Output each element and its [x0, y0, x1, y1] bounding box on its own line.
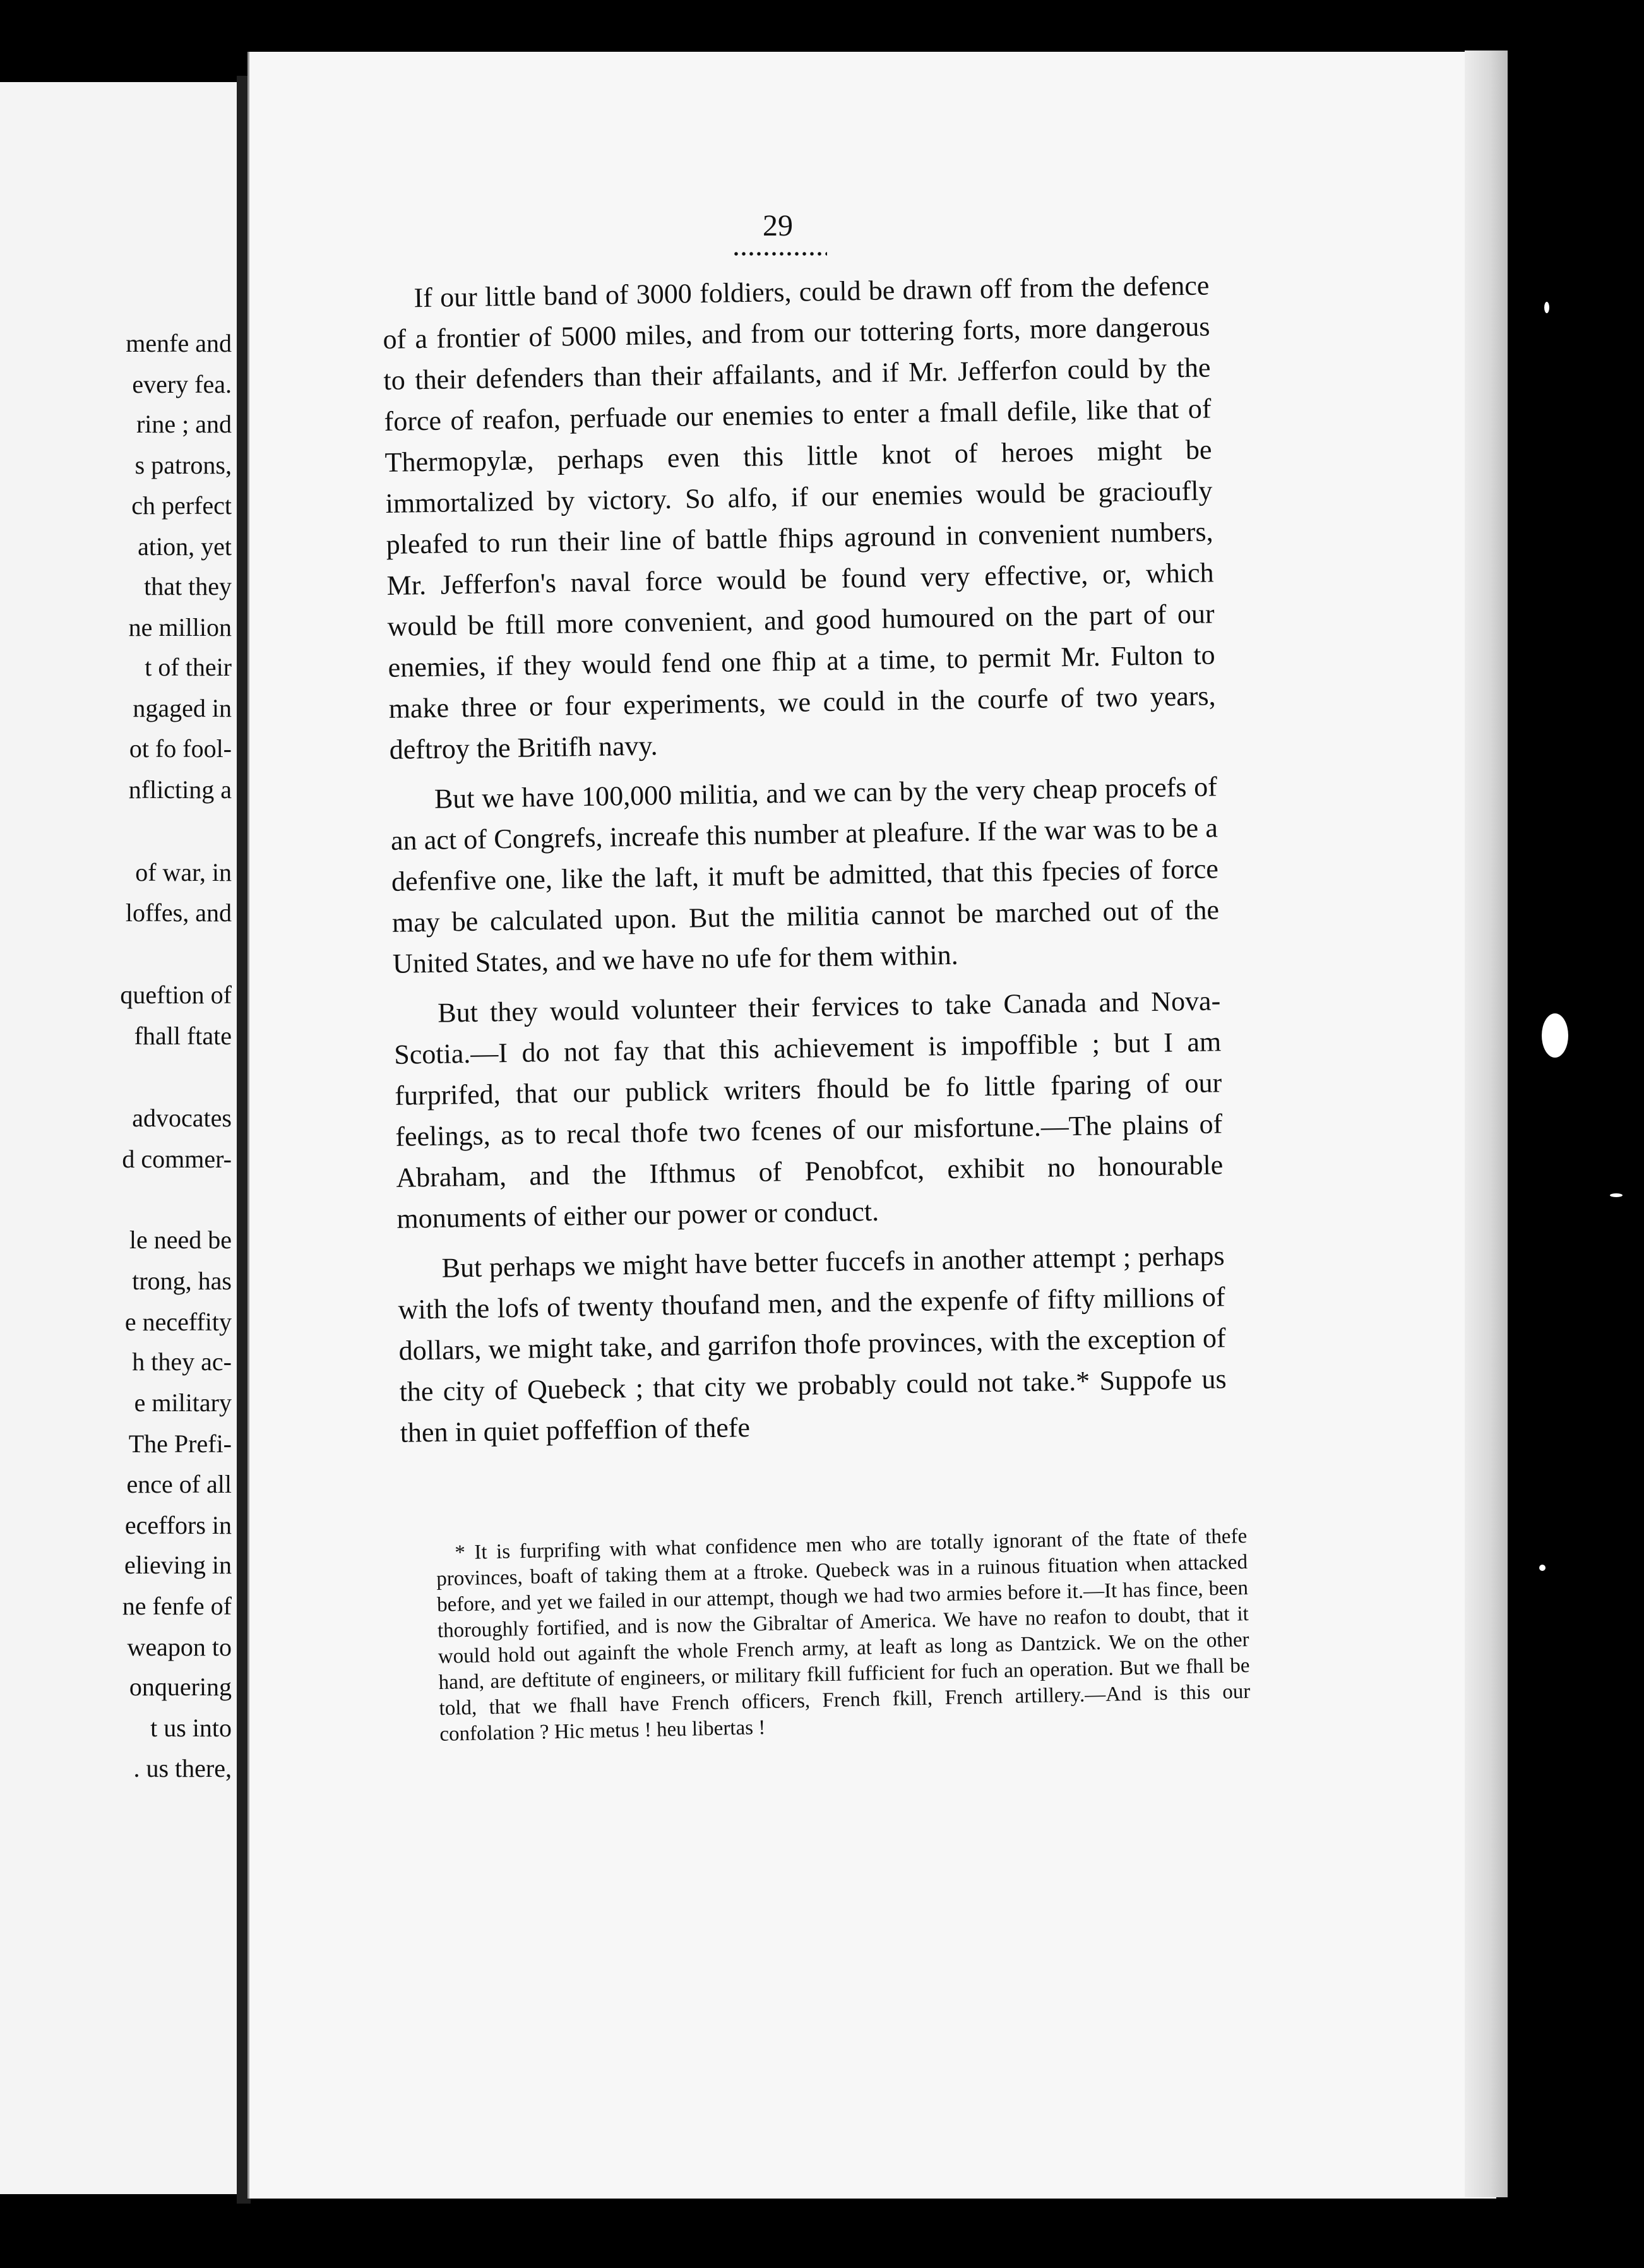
facing-page-line: rine ; and	[136, 410, 232, 438]
page-edge	[1465, 51, 1508, 2197]
facing-page-line: e military	[134, 1388, 232, 1417]
facing-page-line: advocates	[132, 1104, 232, 1132]
facing-page-line: e neceffity	[124, 1308, 232, 1336]
facing-page-line: menfe and	[126, 329, 232, 357]
facing-page-line: t of their	[145, 653, 232, 681]
facing-page-line: of war, in	[135, 858, 232, 886]
paragraph-2: But we have 100,000 militia, and we can by the very cheap procefs of an act of Congrefs, increafe this number at pleafure. If the war was to be a defenfive one, like the laft, it muft be admitted, that this fpecies of force may be calculated upon. But the militia cannot be marched out of the United States, and we have no ufe for them within.	[390, 771, 1220, 979]
facing-page-line: every fea.	[132, 370, 232, 398]
facing-page-line: that they	[144, 572, 232, 600]
facing-page-line: ngaged in	[133, 694, 232, 722]
paragraph-3: But they would volunteer their fervices to take Canada and Nova-Scotia.—I do not fay that this achievement is impoffible ; but I am furprifed, that our publick writers fhould be fo little fparing of our feelings, as to recal thofe two fcenes of our misfortune.—The plains of Abraham, and the Ifthmus of Penobfcot, exhibit no honourable monuments of either our power or conduct.	[393, 985, 1224, 1234]
scan-speck	[1542, 1013, 1568, 1058]
body-text	[382, 265, 1227, 1462]
facing-page-line: ne million	[128, 613, 232, 642]
dotted-ornament	[732, 251, 827, 256]
facing-page	[0, 82, 239, 2194]
facing-page-line: le need be	[129, 1226, 232, 1254]
facing-page-line: fhall ftate	[134, 1022, 232, 1050]
facing-page-line: nflicting a	[128, 775, 232, 804]
scan-speck	[1544, 302, 1549, 313]
facing-page-line: s patrons,	[134, 451, 232, 479]
facing-page-line: ot fo fool-	[129, 734, 232, 763]
facing-page-line: onquering	[129, 1673, 232, 1701]
facing-page-line: elieving in	[124, 1551, 232, 1579]
facing-page-line: trong, has	[132, 1267, 232, 1295]
scan-speck	[1539, 1565, 1546, 1571]
facing-page-line: ne fenfe of	[122, 1592, 232, 1620]
facing-page-line: h they ac-	[132, 1347, 232, 1376]
facing-page-line: loffes, and	[125, 898, 232, 927]
paragraph-1: If our little band of 3000 foldiers, could be drawn off from the defence of a frontier of 5000 miles, and from our tottering forts, more dangerous to their defenders than their affailants, and if Mr. Jefferfon could by the force of reafon, perfuade our enemies to enter a fmall defile, like that of Thermopylæ, perhaps even this little knot of heroes might be immortalized by victory. So alfo, if our enemies would be gracioufly pleafed to run their line of battle fhips aground in convenient numbers, Mr. Jefferfon's naval force would be found very effective, or, which would be ftill more convenient, and good humoured on the part of our enemies, if they would fend one fhip at a time, to permit Mr. Fulton to make three or four experiments, we could in the courfe of two years, deftroy the Britifh navy.	[383, 270, 1216, 765]
facing-page-line: ence of all	[126, 1470, 232, 1498]
facing-page-line: eceffors in	[124, 1511, 232, 1539]
page-number: 29	[763, 209, 793, 242]
facing-page-line: d commer-	[122, 1145, 232, 1173]
facing-page-line: . us there,	[133, 1754, 232, 1782]
footnote: * It is furprifing with what confidence men who are totally ignorant of the ftate of thefe provinces, boaft of taking them at a ftroke. Quebeck was in a ruinous fituation when attacked before, and yet we failed in our attempt, though we had two armies before it.—It has fince, been thoroughly fortified, and is now the Gibraltar of America. We have no reafon to doubt, that it would hold out againft the whole French army, at leaft as long as Dantzick. We on the other hand, are deftitute of engineers, or military fkill fufficient for fuch an operation. But we fhall be told, that we fhall have French officers, French fkill, French artillery.—And is this our confolation ? Hic metus ! heu libertas !	[436, 1525, 1251, 1746]
facing-page-line: ation, yet	[138, 532, 232, 561]
facing-page-line: t us into	[150, 1714, 232, 1742]
paragraph-4: But perhaps we might have better fuccefs in another attempt ; perhaps with the lofs of twenty thoufand men, and the expenfe of fifty millions of dollars, we might take, and garrifon thofe provinces, with the exception of the city of Quebeck ; that city we probably could not take.* Suppofe us then in quiet poffeffion of thefe	[398, 1240, 1227, 1448]
facing-page-line: The Prefi-	[128, 1429, 232, 1458]
scan-speck	[1610, 1193, 1623, 1197]
facing-page-line: weapon to	[127, 1633, 232, 1661]
facing-page-line: ch perfect	[131, 491, 232, 520]
facing-page-line: queftion of	[120, 981, 232, 1009]
